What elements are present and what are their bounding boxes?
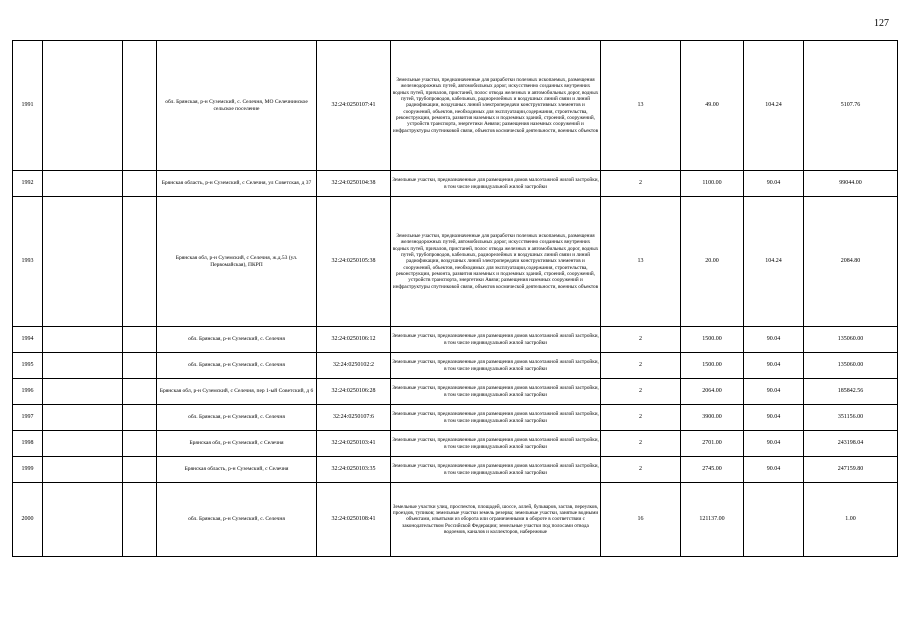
cadastral-value-cell: 2084.80 xyxy=(804,197,898,327)
address-cell: Брянская область, р-н Суземский, с Селечня xyxy=(157,457,317,483)
land-use-cell: Земельные участки улиц, проспектов, площадей, шоссе, аллей, бульваров, застав, переулков, проездов, тупиков; земельные участки земель резерва; земельные участки, занятые водными объектами, изъятыми из оборота или ограниченными в обороте в соответствии с законодательством Российской Федерации; земельные участки под полосами отвода водоемов, каналов и коллекторов, набережные xyxy=(391,483,601,557)
row-number: 1991 xyxy=(13,41,43,171)
cell-blank-2 xyxy=(43,457,123,483)
address-cell: Брянская обл, р-н Суземский, с Селечня xyxy=(157,431,317,457)
table-row xyxy=(13,353,898,379)
cell-blank-2 xyxy=(43,379,123,405)
cell-blank-3 xyxy=(123,353,157,379)
address-cell: обл. Брянская, р-н Суземский, с. Селечня xyxy=(157,327,317,353)
land-use-cell: Земельные участки, предназначенные для размещения домов малоэтажной жилой застройки, в том числе индивидуальной жилой застройки xyxy=(391,457,601,483)
cadastral-number-cell: 32:24:0250106:28 xyxy=(317,379,391,405)
use-group-cell: 2 xyxy=(601,405,681,431)
address-cell: Брянская обл, р-н Суземский, с Селечня, ж.д.53 (ул. Первомайская), ПКРП xyxy=(157,197,317,327)
cell-blank-2 xyxy=(43,431,123,457)
cell-blank-2 xyxy=(43,405,123,431)
table-row xyxy=(13,197,898,327)
rate-cell: 90.04 xyxy=(744,431,804,457)
cadastral-value-cell: 135060.00 xyxy=(804,327,898,353)
cadastral-number-cell: 32:24:0250104:38 xyxy=(317,171,391,197)
cadastral-value-cell: 1.00 xyxy=(804,483,898,557)
use-group-cell: 2 xyxy=(601,353,681,379)
use-group-cell: 16 xyxy=(601,483,681,557)
area-cell: 1100.00 xyxy=(681,171,744,197)
table-row xyxy=(13,405,898,431)
row-number: 1997 xyxy=(13,405,43,431)
cadastral-value-cell: 5107.76 xyxy=(804,41,898,171)
row-number: 1995 xyxy=(13,353,43,379)
rate-cell xyxy=(744,483,804,557)
land-use-cell: Земельные участки, предназначенные для размещения домов малоэтажной жилой застройки, в том числе индивидуальной жилой застройки xyxy=(391,431,601,457)
cadastral-number-cell: 32:24:0250103:41 xyxy=(317,431,391,457)
use-group-cell: 13 xyxy=(601,197,681,327)
rate-cell: 104.24 xyxy=(744,41,804,171)
land-use-cell: Земельные участки, предназначенные для размещения домов малоэтажной жилой застройки, в том числе индивидуальной жилой застройки xyxy=(391,405,601,431)
cell-blank-2 xyxy=(43,197,123,327)
land-use-cell: Земельные участки, предназначенные для разработки полезных ископаемых, размещения железнодорожных путей, автомобильных дорог, искусственно созданных внутренних водных путей, причалов, пристаней, полос отвода железных и автомобильных дорог, водных путей, трубопроводов, кабельных, радиорелейных и воздушных линий связи и линий радиофикации, воздушных линий электропередачи конструктивных элементов и сооружений, объектов, необходимых для эксплуатации,содержания, строительства, реконструкции, ремонта, развития наземных и подземных зданий, строений, сооружений, устройств транспорта, энергетики Авязи; размещения наземных сооружений и инфраструктуры спутниковой связи, объектов космической деятельности, военных объектов xyxy=(391,197,601,327)
cadastral-value-cell: 135060.00 xyxy=(804,353,898,379)
cell-blank-2 xyxy=(43,353,123,379)
table-row xyxy=(13,171,898,197)
area-cell: 121137.00 xyxy=(681,483,744,557)
row-number: 1998 xyxy=(13,431,43,457)
area-cell: 3900.00 xyxy=(681,405,744,431)
land-use-cell: Земельные участки, предназначенные для размещения домов малоэтажной жилой застройки, в том числе индивидуальной жилой застройки xyxy=(391,327,601,353)
rate-cell: 104.24 xyxy=(744,197,804,327)
cell-blank-3 xyxy=(123,41,157,171)
use-group-cell: 13 xyxy=(601,41,681,171)
table-row xyxy=(13,483,898,557)
area-cell: 1500.00 xyxy=(681,327,744,353)
table-row xyxy=(13,327,898,353)
table-row xyxy=(13,379,898,405)
cell-blank-3 xyxy=(123,197,157,327)
cadastral-value-cell: 99044.00 xyxy=(804,171,898,197)
cadastral-number-cell: 32:24:0250107:41 xyxy=(317,41,391,171)
row-number: 1992 xyxy=(13,171,43,197)
cell-blank-3 xyxy=(123,327,157,353)
cell-blank-3 xyxy=(123,379,157,405)
row-number: 1999 xyxy=(13,457,43,483)
row-number: 1994 xyxy=(13,327,43,353)
table-row xyxy=(13,457,898,483)
table-row xyxy=(13,431,898,457)
cadastral-number-cell: 32:24:0250102:2 xyxy=(317,353,391,379)
cadastral-value-cell: 351156.00 xyxy=(804,405,898,431)
rate-cell: 90.04 xyxy=(744,405,804,431)
cadastral-number-cell: 32:24:0250107:6 xyxy=(317,405,391,431)
area-cell: 49.00 xyxy=(681,41,744,171)
area-cell: 1500.00 xyxy=(681,353,744,379)
area-cell: 2064.00 xyxy=(681,379,744,405)
cell-blank-3 xyxy=(123,431,157,457)
area-cell: 2745.00 xyxy=(681,457,744,483)
land-use-cell: Земельные участки, предназначенные для размещения домов малоэтажной жилой застройки, в том числе индивидуальной жилой застройки xyxy=(391,171,601,197)
cell-blank-2 xyxy=(43,171,123,197)
area-cell: 20.00 xyxy=(681,197,744,327)
use-group-cell: 2 xyxy=(601,171,681,197)
row-number: 2000 xyxy=(13,483,43,557)
address-cell: обл. Брянская, р-н Суземский, с. Селечня, МО Селечнинское сельское поселение xyxy=(157,41,317,171)
rate-cell: 90.04 xyxy=(744,171,804,197)
rate-cell: 90.04 xyxy=(744,353,804,379)
cell-blank-2 xyxy=(43,41,123,171)
cadastral-number-cell: 32:24:0250103:35 xyxy=(317,457,391,483)
cadastral-value-cell: 243198.04 xyxy=(804,431,898,457)
rate-cell: 90.04 xyxy=(744,327,804,353)
cell-blank-2 xyxy=(43,483,123,557)
cadastral-value-table xyxy=(12,40,898,557)
address-cell: Брянская область, р-н Суземский, с Селечня, ул Советская, д 37 xyxy=(157,171,317,197)
use-group-cell: 2 xyxy=(601,327,681,353)
address-cell: обл. Брянская, р-н Суземский, с. Селечня xyxy=(157,353,317,379)
land-use-cell: Земельные участки, предназначенные для размещения домов малоэтажной жилой застройки, в том числе индивидуальной жилой застройки xyxy=(391,353,601,379)
row-number: 1993 xyxy=(13,197,43,327)
cadastral-number-cell: 32:24:0250105:38 xyxy=(317,197,391,327)
land-use-cell: Земельные участки, предназначенные для размещения домов малоэтажной жилой застройки, в том числе индивидуальной жилой застройки xyxy=(391,379,601,405)
table-row xyxy=(13,41,898,171)
cadastral-number-cell: 32:24:0250108:41 xyxy=(317,483,391,557)
cell-blank-2 xyxy=(43,327,123,353)
cell-blank-3 xyxy=(123,483,157,557)
cadastral-value-cell: 247159.80 xyxy=(804,457,898,483)
land-use-cell: Земельные участки, предназначенные для разработки полезных ископаемых, размещения железнодорожных путей, автомобильных дорог, искусственно созданных внутренних водных путей, причалов, пристаней, полос отвода железных и автомобильных дорог, водных путей, трубопроводов, кабельных, радиорелейных и воздушных линий связи и линий радиофикации, воздушных линий электропередачи конструктивных элементов и сооружений, объектов, необходимых для эксплуатации,содержания, строительства, реконструкции, ремонта, развития наземных и подземных зданий, строений, сооружений, устройств транспорта, энергетики Аевязи; размещения наземных сооружений и инфраструктуры спутниковой связи, объектов космической деятельности, военных объектов xyxy=(391,41,601,171)
address-cell: обл. Брянская, р-н Суземский, с. Селечня xyxy=(157,405,317,431)
use-group-cell: 2 xyxy=(601,379,681,405)
area-cell: 2701.00 xyxy=(681,431,744,457)
cadastral-value-cell: 185842.56 xyxy=(804,379,898,405)
rate-cell: 90.04 xyxy=(744,457,804,483)
cell-blank-3 xyxy=(123,405,157,431)
page-number: 127 xyxy=(874,18,889,29)
rate-cell: 90.04 xyxy=(744,379,804,405)
row-number: 1996 xyxy=(13,379,43,405)
cell-blank-3 xyxy=(123,457,157,483)
use-group-cell: 2 xyxy=(601,457,681,483)
cell-blank-3 xyxy=(123,171,157,197)
address-cell: Брянская обл, р-н Суземский, с Селечня, пер 1-ый Советский, д 6 xyxy=(157,379,317,405)
address-cell: обл. Брянская, р-н Суземский, с. Селечня xyxy=(157,483,317,557)
cadastral-number-cell: 32:24:0250106:12 xyxy=(317,327,391,353)
use-group-cell: 2 xyxy=(601,431,681,457)
